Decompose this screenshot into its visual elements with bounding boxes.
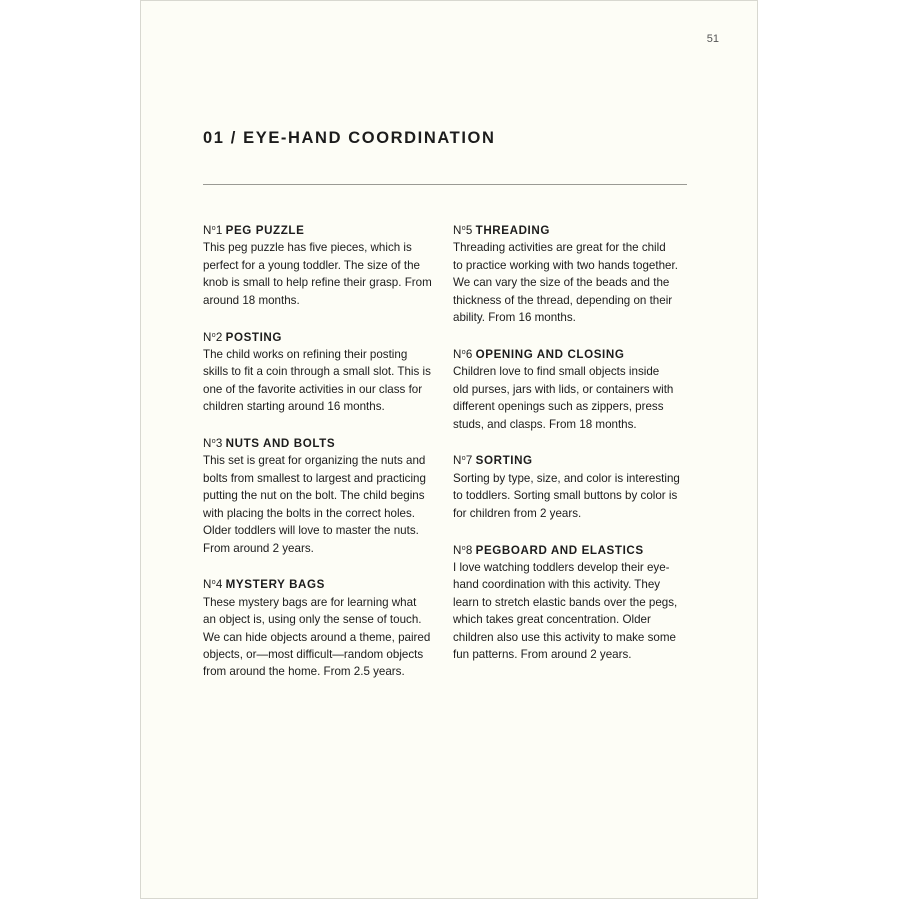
description-line: different openings such as zippers, press (453, 400, 664, 414)
number-digit: 6 (465, 347, 473, 361)
description-line: for children from 2 years. (453, 506, 582, 520)
activity-item (453, 344, 689, 433)
activity-item (453, 450, 689, 522)
description-line: studs, and clasps. From 18 months. (453, 417, 637, 431)
activity-description (203, 239, 439, 309)
activity-heading (453, 540, 689, 559)
description-line: around 18 months. (203, 293, 300, 307)
description-line: children starting around 16 months. (203, 400, 385, 414)
number-superscript: o (211, 438, 216, 446)
number-digit: 5 (465, 224, 473, 237)
activity-number (203, 578, 223, 591)
description-line: to practice working with two hands together. (453, 258, 678, 272)
number-prefix: N (453, 224, 462, 237)
description-line: learn to stretch elastic bands over the pegs, (453, 595, 678, 609)
activity-item (453, 220, 689, 326)
activity-number (203, 437, 223, 450)
number-superscript: o (211, 579, 216, 587)
activity-description (203, 346, 439, 416)
activity-item (203, 574, 439, 680)
description-line: We can hide objects around a theme, paired (203, 630, 431, 644)
activity-heading (203, 433, 439, 452)
activity-number (453, 454, 473, 467)
title-divider (203, 184, 687, 185)
activity-description (453, 239, 689, 326)
description-line: Sorting by type, size, and color is interesting (453, 471, 680, 485)
description-line: thickness of the thread, depending on their (453, 293, 673, 307)
description-line: with placing the bolts in the correct holes. (203, 506, 416, 520)
description-line: one of the favorite activities in our class for (203, 382, 423, 396)
activity-number (203, 331, 223, 344)
description-line: old purses, jars with lids, or containers with (453, 382, 674, 396)
activity-name: NUTS AND BOLTS (225, 437, 336, 451)
number-digit: 8 (465, 543, 473, 557)
description-line: The child works on refining their posting (203, 347, 408, 361)
description-line: ability. From 16 months. (453, 311, 576, 325)
column-right (453, 220, 689, 681)
number-digit: 4 (215, 578, 223, 592)
activity-number (453, 224, 473, 237)
description-line: putting the nut on the bolt. The child begins (203, 489, 425, 503)
activity-heading (453, 344, 689, 363)
description-line: children also use this activity to make some (453, 630, 676, 644)
description-line: objects, or—most difficult—random objects (203, 648, 424, 662)
number-prefix: N (453, 454, 462, 468)
activity-name: SORTING (475, 454, 533, 468)
activity-number (203, 224, 223, 237)
activity-name: PEGBOARD AND ELASTICS (475, 543, 644, 557)
activity-name: MYSTERY BAGS (225, 578, 325, 592)
description-line: This peg puzzle has five pieces, which is (203, 241, 412, 255)
activity-item (203, 433, 439, 557)
activity-item (203, 327, 439, 416)
book-page (140, 0, 758, 899)
number-prefix: N (203, 578, 212, 592)
activity-heading (453, 220, 689, 239)
description-line: from around the home. From 2.5 years. (203, 665, 405, 679)
number-prefix: N (203, 437, 212, 451)
activity-item (453, 540, 689, 664)
number-digit: 1 (215, 224, 223, 237)
column-left (203, 220, 439, 698)
activity-description (453, 363, 689, 433)
description-line: fun patterns. From around 2 years. (453, 648, 632, 662)
description-line: knob is small to help refine their grasp. From (203, 276, 432, 290)
number-digit: 3 (215, 437, 223, 451)
number-prefix: N (203, 330, 212, 344)
activity-description (453, 559, 689, 663)
number-prefix: N (453, 543, 462, 557)
number-superscript: o (461, 225, 466, 232)
number-superscript: o (461, 348, 466, 356)
number-prefix: N (203, 224, 212, 237)
number-superscript: o (461, 455, 466, 463)
description-line: which takes great concentration. Older (453, 613, 651, 627)
description-line: From around 2 years. (203, 541, 314, 555)
description-line: These mystery bags are for learning what (203, 595, 417, 609)
description-line: an object is, using only the sense of touch. (203, 613, 422, 627)
description-line: This set is great for organizing the nuts and (203, 454, 426, 468)
activity-number (453, 544, 473, 557)
activity-number (453, 348, 473, 361)
activity-heading (203, 327, 439, 346)
number-superscript: o (211, 331, 216, 339)
description-line: bolts from smallest to largest and practicing (203, 471, 426, 485)
activity-name: PEG PUZZLE (225, 224, 305, 237)
number-digit: 2 (215, 330, 223, 344)
description-line: skills to fit a coin through a small slot. This is (203, 365, 431, 379)
description-line: Older toddlers will love to master the nuts. (203, 524, 419, 538)
activity-heading (203, 220, 439, 239)
description-line: perfect for a young toddler. The size of the (203, 258, 420, 272)
activity-name: POSTING (225, 330, 283, 344)
activity-description (453, 470, 689, 522)
section-title: 01 / EYE-HAND COORDINATION (203, 129, 496, 147)
page-number: 51 (706, 33, 719, 45)
activity-heading (203, 574, 439, 593)
activity-description (203, 452, 439, 556)
number-digit: 7 (465, 454, 473, 468)
description-line: We can vary the size of the beads and the (453, 276, 670, 290)
activity-name: THREADING (475, 224, 550, 237)
number-superscript: o (461, 544, 466, 552)
number-prefix: N (453, 347, 462, 361)
activity-description (203, 594, 439, 681)
number-superscript: o (211, 225, 216, 232)
description-line: Threading activities are great for the child (453, 241, 666, 255)
description-line: to toddlers. Sorting small buttons by color is (453, 489, 678, 503)
description-line: Children love to find small objects inside (453, 365, 660, 379)
activity-item (203, 220, 439, 309)
activity-name: OPENING AND CLOSING (475, 347, 625, 361)
activity-heading (453, 450, 689, 469)
description-line: I love watching toddlers develop their eye- (453, 561, 670, 574)
description-line: hand coordination with this activity. They (453, 578, 661, 592)
